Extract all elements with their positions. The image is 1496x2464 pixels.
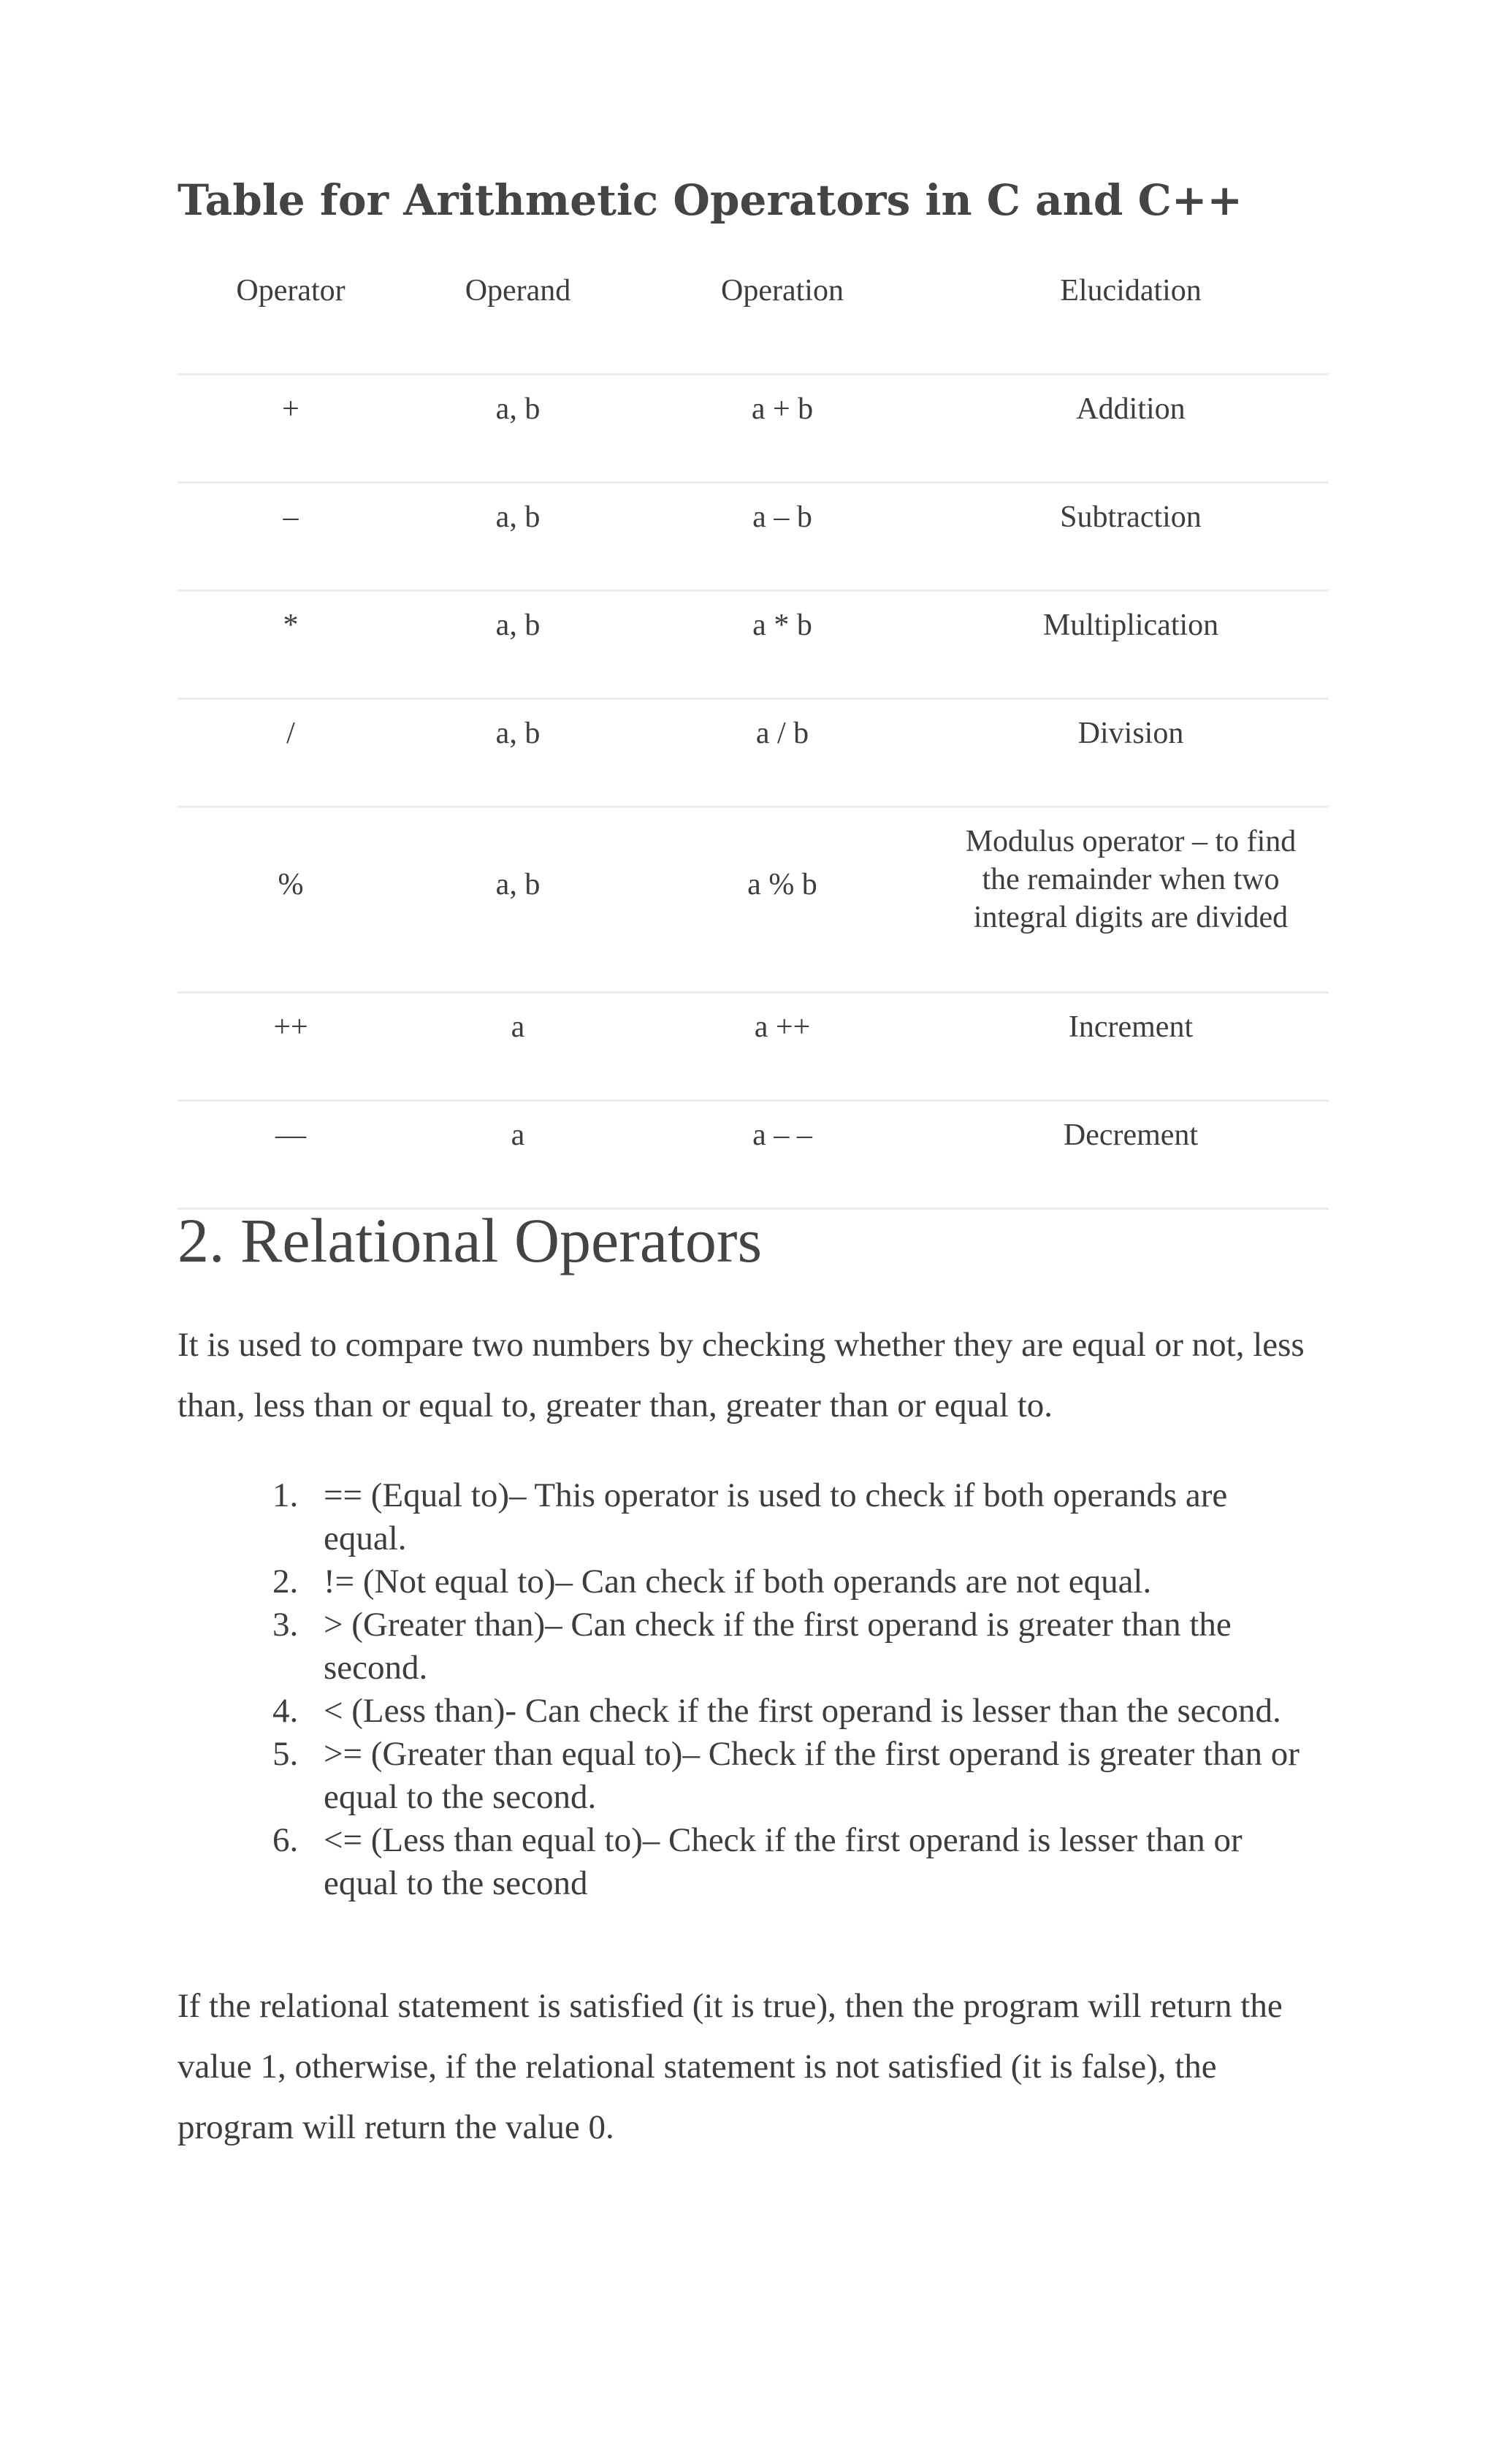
operation-cell: a – b [752,500,812,534]
list-item-number: 2. [272,1563,299,1601]
operator-cell: * [283,608,299,642]
list-item-number: 3. [272,1606,299,1644]
list-item [178,1560,1329,1603]
header-operand: Operand [465,274,571,308]
list-item [178,1819,1329,1905]
list-item-number: 1. [272,1476,299,1514]
arithmetic-operators-table [178,263,1329,1210]
operand-cell: a [511,1010,525,1044]
header-operator: Operator [236,274,346,308]
operation-cell: a – – [752,1118,812,1152]
list-item [178,1474,1329,1560]
header-operation: Operation [721,274,844,308]
elucidation-cell: Addition [1076,392,1186,426]
list-item [178,1733,1329,1819]
list-item-text: > (Greater than)– Can check if the first operand is greater than the second. [324,1606,1232,1687]
header-elucidation: Elucidation [1060,274,1202,308]
elucidation-cell: Subtraction [1060,500,1202,534]
operator-cell: % [278,868,304,901]
list-item-number: 5. [272,1735,299,1773]
list-item-number: 4. [272,1692,299,1730]
list-item [178,1690,1329,1733]
intro-paragraph: It is used to compare two numbers by checking whether they are equal or not, less than, less than or equal to, greater than, greater than or equal to. [178,1326,1305,1424]
operator-cell: – [283,500,299,534]
operator-cell: + [282,392,299,426]
operator-cell: ++ [273,1010,308,1044]
table-row [178,992,1329,1100]
operation-cell: a * b [752,608,812,642]
operand-cell: a, b [495,608,541,642]
table-header-row [178,263,1329,374]
elucidation-cell: Increment [1068,1010,1194,1044]
table-row [178,590,1329,698]
elucidation-cell: Modulus operator – to find the remainder when two integral digits are divided [965,824,1297,934]
operator-cell: — [275,1118,306,1152]
operation-cell: a / b [755,716,809,750]
list-item-text: >= (Greater than equal to)– Check if the first operand is greater than or equal to the second. [324,1735,1300,1816]
operand-cell: a, b [495,392,541,426]
relational-operators-list [178,1474,1329,1905]
operation-cell: a ++ [754,1010,811,1044]
table-row [178,698,1329,806]
elucidation-cell: Division [1077,716,1184,750]
list-item-number: 6. [272,1821,299,1859]
operand-cell: a, b [495,868,541,901]
operator-cell: / [286,716,295,750]
list-item-text: != (Not equal to)– Can check if both operands are not equal. [324,1563,1152,1601]
section-heading: 2. Relational Operators [178,1205,763,1275]
table-row [178,806,1329,992]
operation-cell: a + b [751,392,814,426]
operand-cell: a, b [495,500,541,534]
table-row [178,482,1329,590]
closing-paragraph: If the relational statement is satisfied (it is true), then the program will return the value 1, otherwise, if the relational statement is not satisfied (it is false), the program will return the value 0. [178,1987,1283,2146]
table-row [178,1100,1329,1208]
list-item-text: < (Less than)- Can check if the first operand is lesser than the second. [324,1692,1281,1730]
list-item [178,1603,1329,1690]
elucidation-cell: Multiplication [1042,608,1219,642]
list-item-text: <= (Less than equal to)– Check if the first operand is lesser than or equal to the second [324,1821,1243,1902]
operation-cell: a % b [747,868,817,901]
operand-cell: a, b [495,716,541,750]
operand-cell: a [511,1118,525,1152]
list-item-text: == (Equal to)– This operator is used to check if both operands are equal. [324,1476,1228,1557]
elucidation-cell: Decrement [1063,1118,1199,1152]
table-title: Table for Arithmetic Operators in C and C++ [178,175,1243,225]
table-row [178,374,1329,482]
